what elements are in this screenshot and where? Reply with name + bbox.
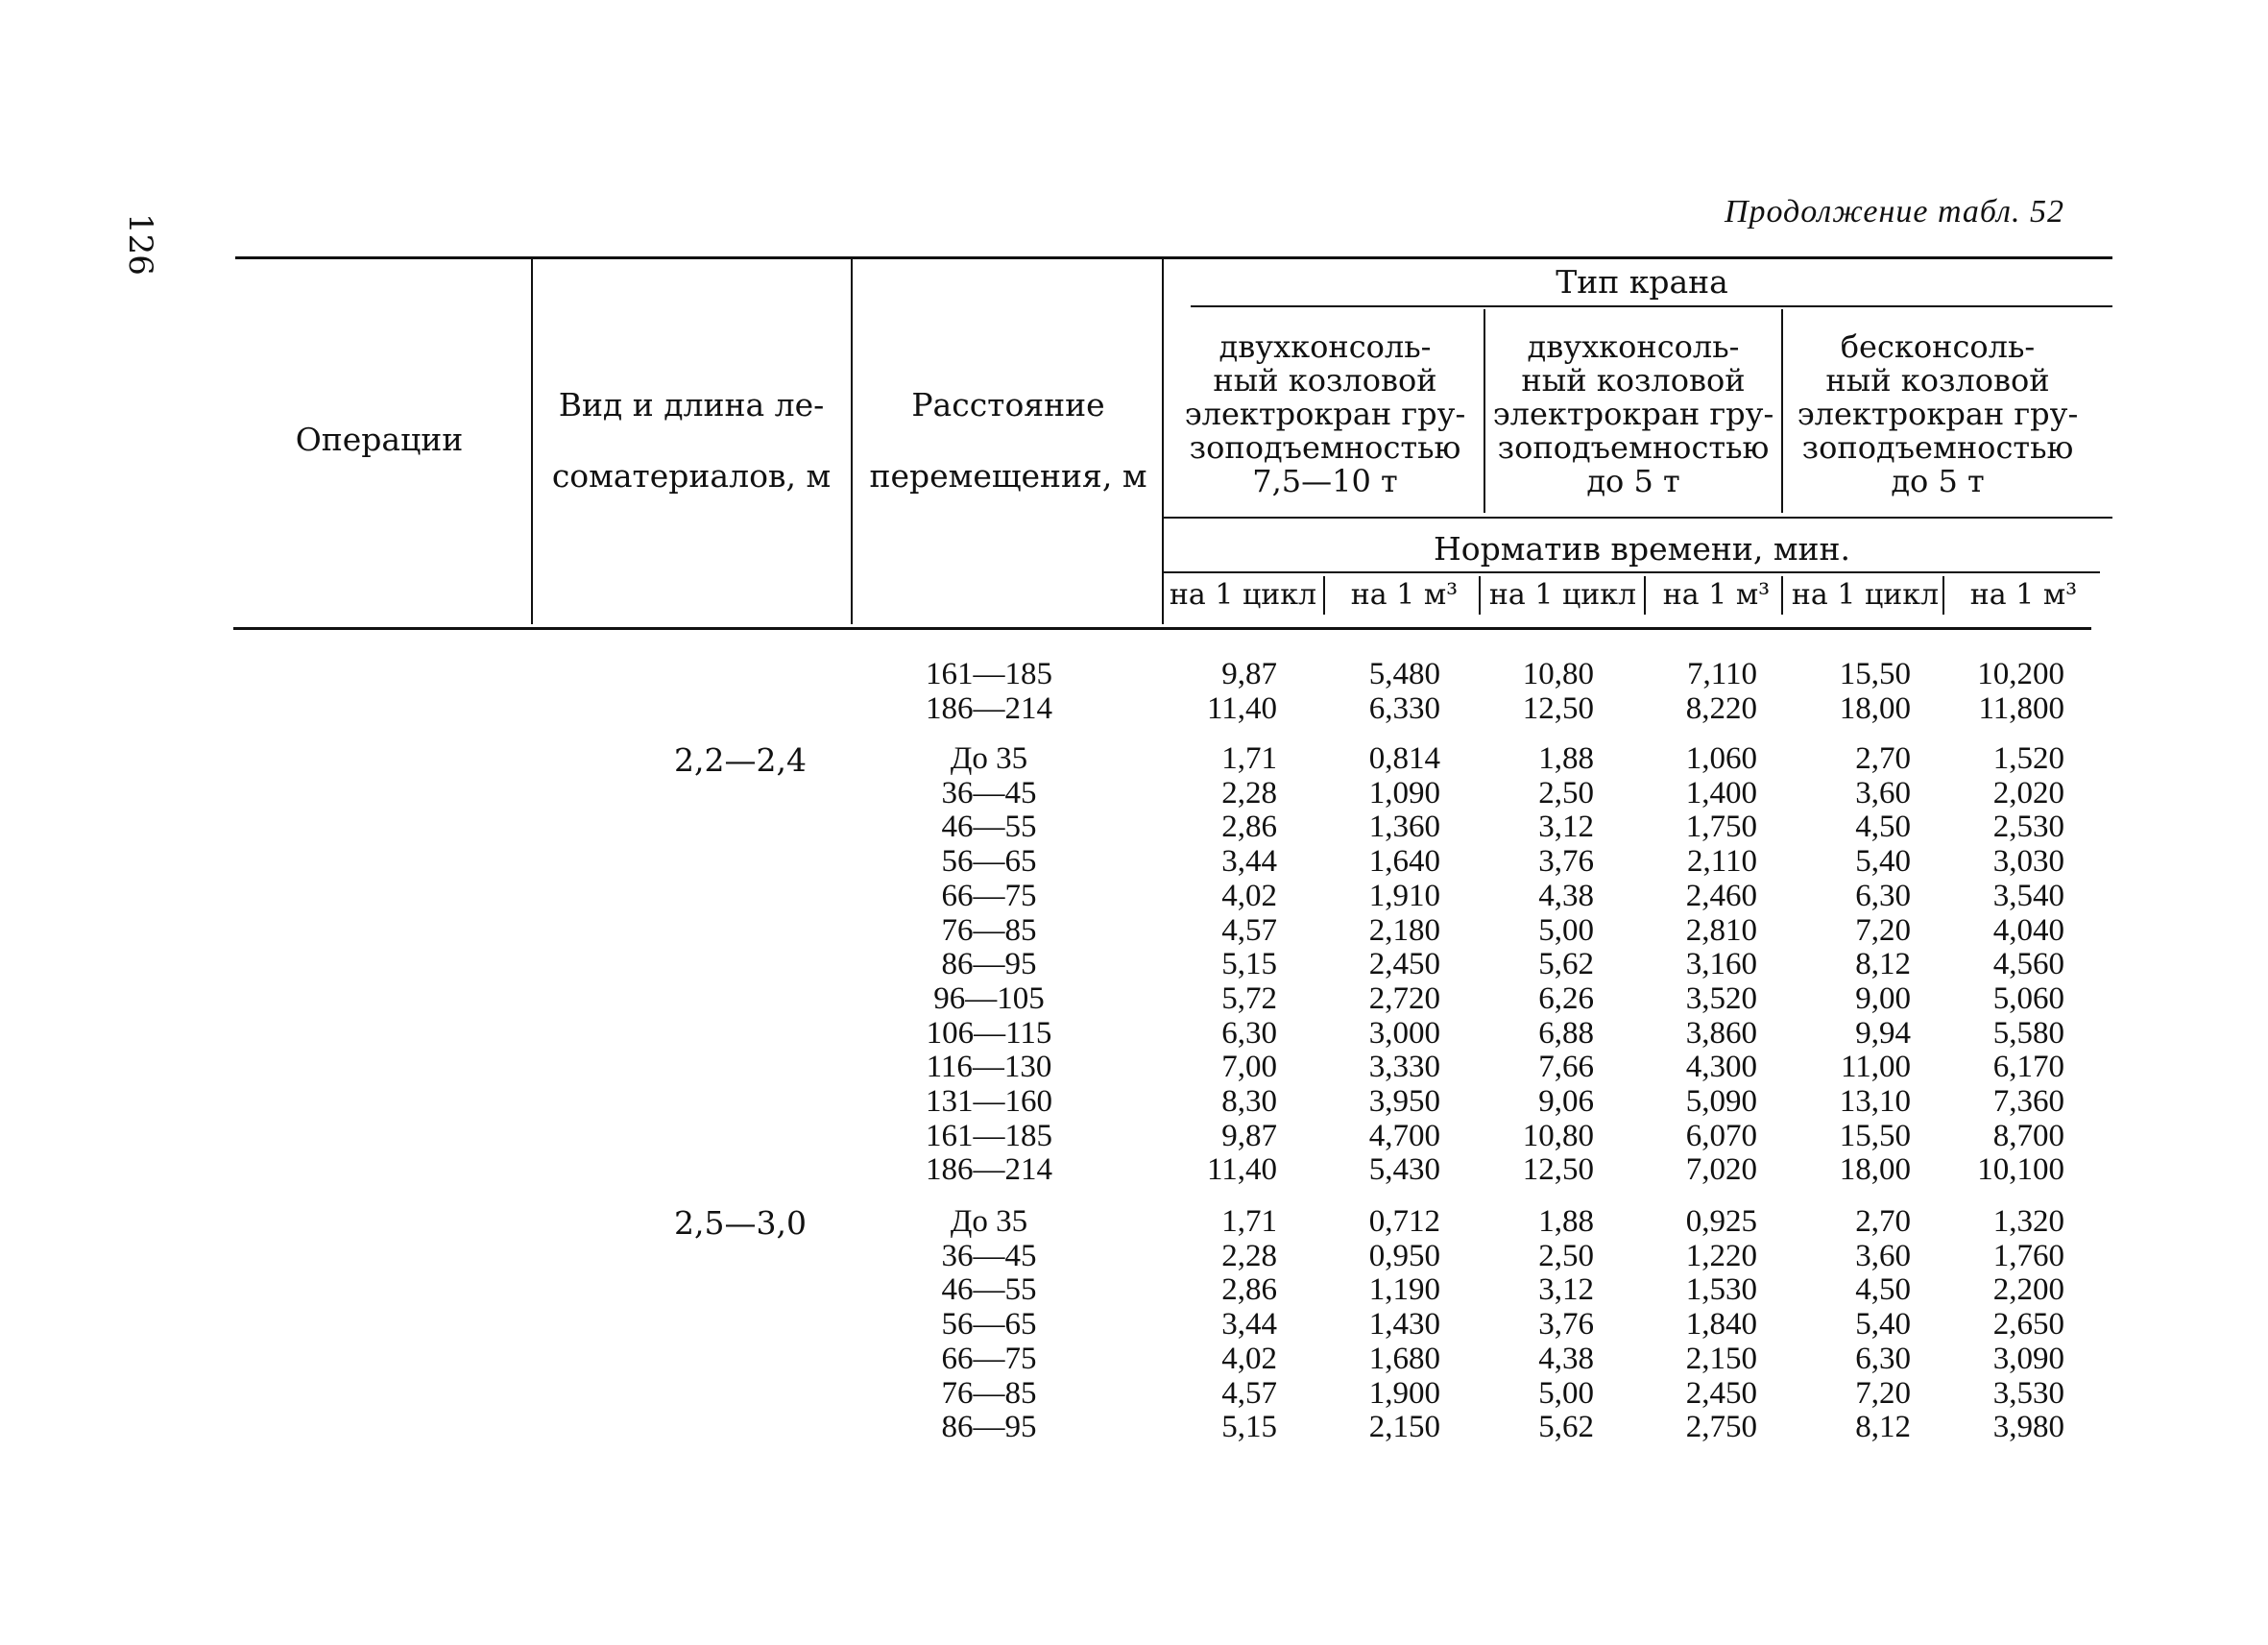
crane1-cycle-cell: 9,87 (1221, 657, 1277, 691)
crane-2-line-3: электрокран гру- (1492, 396, 1774, 432)
crane3-cycle-cell: 2,70 (1855, 741, 1911, 776)
crane1-cycle-cell: 4,02 (1221, 1341, 1277, 1376)
distance-cell: 86—95 (941, 1410, 1037, 1445)
crane1-m3-cell: 2,180 (1368, 912, 1440, 948)
table-row (0, 1272, 2268, 1307)
header-operations: Операции (295, 421, 464, 458)
crane3-cycle-cell: 8,12 (1855, 1410, 1911, 1445)
header-distance-line1: Расстояние (911, 386, 1105, 423)
header-time-norm: Норматив времени, мин. (1434, 530, 1850, 568)
crane-1-line-2: ный козловой (1213, 362, 1437, 399)
crane2-m3-cell: 2,110 (1686, 844, 1757, 880)
crane1-m3-cell: 3,950 (1368, 1084, 1440, 1119)
crane3-cycle-cell: 9,94 (1855, 1015, 1911, 1051)
table-row (0, 981, 2268, 1016)
unit-crane2-cycle: на 1 цикл (1488, 578, 1637, 612)
header-type-length-line2: соматериалов, м (551, 457, 832, 495)
crane2-cycle-cell: 10,80 (1522, 1118, 1594, 1153)
crane2-m3-cell: 1,750 (1685, 810, 1757, 845)
crane1-cycle-cell: 5,72 (1221, 980, 1277, 1016)
header-type-length-line1: Вид и длина ле- (558, 386, 825, 423)
header-crane-type: Тип крана (1556, 263, 1728, 301)
distance-cell: 161—185 (926, 657, 1052, 691)
crane1-m3-cell: 1,190 (1368, 1272, 1440, 1308)
crane2-cycle-cell: 6,26 (1538, 980, 1594, 1016)
crane3-m3-cell: 5,580 (1992, 1015, 2064, 1051)
crane-3-line-5: до 5 т (1891, 463, 1985, 499)
table-row (0, 1050, 2268, 1084)
crane2-cycle-cell: 5,62 (1538, 1410, 1594, 1445)
crane-2-line-2: ный козловой (1521, 362, 1746, 399)
crane-divider-2 (1781, 309, 1783, 513)
crane2-m3-cell: 0,925 (1685, 1204, 1757, 1239)
crane3-cycle-cell: 11,00 (1840, 1050, 1911, 1085)
crane2-cycle-cell: 5,00 (1538, 1375, 1594, 1411)
crane2-m3-cell: 8,220 (1685, 690, 1757, 726)
crane2-m3-cell: 1,840 (1685, 1307, 1757, 1343)
distance-cell: 106—115 (926, 1015, 1052, 1051)
table-row (0, 1119, 2268, 1153)
crane3-cycle-cell: 3,60 (1855, 775, 1911, 810)
crane1-m3-cell: 5,480 (1368, 657, 1440, 691)
crane1-cycle-cell: 6,30 (1221, 1015, 1277, 1051)
crane3-m3-cell: 11,800 (1978, 690, 2064, 726)
crane3-m3-cell: 1,520 (1992, 741, 2064, 776)
unit-crane1-m3: на 1 м³ (1350, 578, 1459, 612)
crane3-m3-cell: 1,760 (1992, 1238, 2064, 1273)
crane-3-line-2: ный козловой (1825, 362, 2050, 399)
crane-3-line-3: электрокран гру- (1797, 396, 2079, 432)
crane2-cycle-cell: 12,50 (1522, 690, 1594, 726)
crane1-m3-cell: 2,720 (1368, 980, 1440, 1016)
crane-3-line-1: бесконсоль- (1840, 328, 2036, 365)
crane1-m3-cell: 1,900 (1368, 1375, 1440, 1411)
crane1-m3-cell: 2,150 (1368, 1410, 1440, 1445)
crane1-cycle-cell: 1,71 (1221, 741, 1277, 776)
crane1-cycle-cell: 5,15 (1221, 947, 1277, 982)
distance-cell: 96—105 (933, 980, 1045, 1016)
crane2-cycle-cell: 2,50 (1538, 1238, 1594, 1273)
table-row (0, 1376, 2268, 1411)
crane1-m3-cell: 1,430 (1368, 1307, 1440, 1343)
distance-cell: 56—65 (941, 844, 1037, 880)
crane3-m3-cell: 3,090 (1992, 1341, 2064, 1376)
table-row (0, 1342, 2268, 1376)
crane2-m3-cell: 2,750 (1685, 1410, 1757, 1445)
crane1-cycle-cell: 2,28 (1221, 775, 1277, 810)
crane1-cycle-cell: 3,44 (1221, 1307, 1277, 1343)
crane1-cycle-cell: 4,02 (1221, 878, 1277, 913)
crane3-m3-cell: 2,650 (1992, 1307, 2064, 1343)
crane1-cycle-cell: 7,00 (1221, 1050, 1277, 1085)
crane2-cycle-cell: 6,88 (1538, 1015, 1594, 1051)
crane2-cycle-cell: 12,50 (1522, 1152, 1594, 1188)
crane2-cycle-cell: 2,50 (1538, 775, 1594, 810)
crane3-cycle-cell: 7,20 (1855, 912, 1911, 948)
table-row (0, 776, 2268, 810)
crane1-cycle-cell: 11,40 (1206, 690, 1277, 726)
distance-cell: До 35 (950, 1204, 1028, 1239)
distance-cell: 116—130 (926, 1050, 1052, 1085)
crane2-m3-cell: 1,060 (1685, 741, 1757, 776)
crane2-m3-cell: 1,530 (1685, 1272, 1757, 1308)
crane-1-line-3: электрокран гру- (1184, 396, 1466, 432)
table-row (0, 810, 2268, 844)
crane1-m3-cell: 1,640 (1368, 844, 1440, 880)
crane3-m3-cell: 2,200 (1992, 1272, 2064, 1308)
unit-crane3-cycle: на 1 цикл (1791, 578, 1940, 612)
group-label-length: 2,5—3,0 (674, 1204, 807, 1242)
crane3-cycle-cell: 8,12 (1855, 947, 1911, 982)
header-crane-3 (1784, 330, 2091, 498)
table-row (0, 879, 2268, 913)
crane3-m3-cell: 2,020 (1992, 775, 2064, 810)
crane1-cycle-cell: 2,86 (1221, 810, 1277, 845)
crane3-cycle-cell: 4,50 (1855, 1272, 1911, 1308)
crane2-m3-cell: 2,810 (1685, 912, 1757, 948)
header-crane-1 (1167, 330, 1484, 498)
distance-cell: 36—45 (941, 1238, 1037, 1273)
crane3-cycle-cell: 6,30 (1855, 878, 1911, 913)
distance-cell: 186—214 (926, 690, 1052, 726)
distance-cell: 66—75 (941, 878, 1037, 913)
header-crane-2 (1486, 330, 1780, 498)
col-divider-1 (531, 259, 533, 624)
distance-cell: 131—160 (926, 1084, 1052, 1119)
crane3-cycle-cell: 15,50 (1839, 657, 1911, 691)
crane-names-rule (1164, 517, 2112, 519)
crane2-cycle-cell: 4,38 (1538, 1341, 1594, 1376)
crane3-m3-cell: 7,360 (1992, 1084, 2064, 1119)
crane1-cycle-cell: 9,87 (1221, 1118, 1277, 1153)
distance-cell: 66—75 (941, 1341, 1037, 1376)
crane2-cycle-cell: 3,76 (1538, 844, 1594, 880)
crane1-m3-cell: 4,700 (1368, 1118, 1440, 1153)
crane1-m3-cell: 5,430 (1368, 1152, 1440, 1188)
header-distance-line2: перемещения, м (869, 457, 1147, 495)
crane1-cycle-cell: 11,40 (1206, 1152, 1277, 1188)
crane-1-line-5: 7,5—10 т (1252, 463, 1398, 499)
distance-cell: 76—85 (941, 912, 1037, 948)
crane-type-rule (1191, 305, 2112, 307)
crane2-m3-cell: 3,160 (1685, 947, 1757, 982)
crane3-m3-cell: 3,980 (1992, 1410, 2064, 1445)
crane-2-line-5: до 5 т (1586, 463, 1680, 499)
crane-divider-1 (1484, 309, 1485, 513)
table-row (0, 1307, 2268, 1342)
crane1-cycle-cell: 2,86 (1221, 1272, 1277, 1308)
crane3-m3-cell: 6,170 (1992, 1050, 2064, 1085)
distance-cell: До 35 (950, 741, 1028, 776)
crane1-m3-cell: 1,360 (1368, 810, 1440, 845)
table-row (0, 1016, 2268, 1051)
crane3-cycle-cell: 2,70 (1855, 1204, 1911, 1239)
unit-crane2-m3: на 1 м³ (1662, 578, 1771, 612)
distance-cell: 46—55 (941, 810, 1037, 845)
crane-3-line-4: зоподъемностью (1801, 429, 2074, 466)
crane2-m3-cell: 1,400 (1685, 775, 1757, 810)
distance-cell: 36—45 (941, 775, 1037, 810)
crane-2-line-4: зоподъемностью (1497, 429, 1770, 466)
crane2-cycle-cell: 10,80 (1522, 657, 1594, 691)
distance-cell: 86—95 (941, 947, 1037, 982)
crane1-cycle-cell: 4,57 (1221, 912, 1277, 948)
table-row (0, 1084, 2268, 1119)
distance-cell: 46—55 (941, 1272, 1037, 1308)
crane3-cycle-cell: 4,50 (1855, 810, 1911, 845)
crane3-m3-cell: 4,560 (1992, 947, 2064, 982)
time-norm-rule (1164, 571, 2100, 573)
col-divider-3 (1162, 259, 1164, 624)
table-row (0, 1410, 2268, 1444)
crane-2-line-1: двухконсоль- (1527, 328, 1740, 365)
unit-crane1-cycle: на 1 цикл (1169, 578, 1317, 612)
crane1-m3-cell: 3,000 (1368, 1015, 1440, 1051)
crane3-m3-cell: 3,530 (1992, 1375, 2064, 1411)
crane1-m3-cell: 1,090 (1368, 775, 1440, 810)
distance-cell: 56—65 (941, 1307, 1037, 1343)
crane3-m3-cell: 3,540 (1992, 878, 2064, 913)
crane1-m3-cell: 1,680 (1368, 1341, 1440, 1376)
crane3-m3-cell: 4,040 (1992, 912, 2064, 948)
table-row (0, 913, 2268, 948)
crane1-m3-cell: 3,330 (1368, 1050, 1440, 1085)
crane2-m3-cell: 4,300 (1685, 1050, 1757, 1085)
crane3-m3-cell: 3,030 (1992, 844, 2064, 880)
crane-1-line-1: двухконсоль- (1218, 328, 1432, 365)
crane2-m3-cell: 5,090 (1685, 1084, 1757, 1119)
crane2-cycle-cell: 3,76 (1538, 1307, 1594, 1343)
crane2-m3-cell: 6,070 (1685, 1118, 1757, 1153)
crane3-cycle-cell: 9,00 (1855, 980, 1911, 1016)
col-divider-2 (851, 259, 853, 624)
distance-cell: 161—185 (926, 1118, 1052, 1153)
crane3-cycle-cell: 3,60 (1855, 1238, 1911, 1273)
table-row (0, 1239, 2268, 1273)
crane2-m3-cell: 2,150 (1685, 1341, 1757, 1376)
table-row (0, 947, 2268, 981)
distance-cell: 76—85 (941, 1375, 1037, 1411)
crane3-m3-cell: 10,100 (1977, 1152, 2064, 1188)
table-continuation-title: Продолжение табл. 52 (1724, 194, 2064, 230)
distance-cell: 186—214 (926, 1152, 1052, 1188)
crane3-cycle-cell: 18,00 (1839, 1152, 1911, 1188)
crane3-cycle-cell: 5,40 (1855, 844, 1911, 880)
crane1-cycle-cell: 4,57 (1221, 1375, 1277, 1411)
table-row (0, 691, 2268, 726)
crane2-cycle-cell: 9,06 (1538, 1084, 1594, 1119)
table-row (0, 844, 2268, 879)
crane3-m3-cell: 5,060 (1992, 980, 2064, 1016)
crane2-cycle-cell: 3,12 (1538, 810, 1594, 845)
crane3-cycle-cell: 15,50 (1839, 1118, 1911, 1153)
crane1-m3-cell: 2,450 (1368, 947, 1440, 982)
crane1-m3-cell: 0,712 (1368, 1204, 1440, 1239)
crane1-m3-cell: 0,814 (1368, 741, 1440, 776)
crane1-cycle-cell: 8,30 (1221, 1084, 1277, 1119)
table-row (0, 1152, 2268, 1187)
crane3-cycle-cell: 5,40 (1855, 1307, 1911, 1343)
crane2-cycle-cell: 7,66 (1538, 1050, 1594, 1085)
crane3-cycle-cell: 6,30 (1855, 1341, 1911, 1376)
page-number: 126 (121, 213, 159, 276)
crane1-m3-cell: 1,910 (1368, 878, 1440, 913)
crane1-cycle-cell: 1,71 (1221, 1204, 1277, 1239)
crane2-cycle-cell: 3,12 (1538, 1272, 1594, 1308)
crane1-cycle-cell: 3,44 (1221, 844, 1277, 880)
crane1-m3-cell: 0,950 (1368, 1238, 1440, 1273)
crane1-cycle-cell: 2,28 (1221, 1238, 1277, 1273)
header-bottom-rule (233, 627, 2091, 630)
crane2-m3-cell: 7,020 (1685, 1152, 1757, 1188)
crane2-cycle-cell: 4,38 (1538, 878, 1594, 913)
table-row (0, 741, 2268, 776)
crane2-m3-cell: 3,520 (1685, 980, 1757, 1016)
crane3-m3-cell: 10,200 (1977, 657, 2064, 691)
crane2-m3-cell: 1,220 (1685, 1238, 1757, 1273)
crane3-m3-cell: 8,700 (1992, 1118, 2064, 1153)
table-top-rule (235, 256, 2112, 259)
crane3-cycle-cell: 7,20 (1855, 1375, 1911, 1411)
crane-1-line-4: зоподъемностью (1189, 429, 1461, 466)
crane2-cycle-cell: 5,62 (1538, 947, 1594, 982)
table-row (0, 1204, 2268, 1239)
crane2-cycle-cell: 1,88 (1538, 741, 1594, 776)
crane3-cycle-cell: 18,00 (1839, 690, 1911, 726)
group-label-length: 2,2—2,4 (674, 741, 807, 779)
crane1-cycle-cell: 5,15 (1221, 1410, 1277, 1445)
crane2-cycle-cell: 1,88 (1538, 1204, 1594, 1239)
crane3-m3-cell: 2,530 (1992, 810, 2064, 845)
crane2-m3-cell: 2,450 (1685, 1375, 1757, 1411)
crane3-cycle-cell: 13,10 (1839, 1084, 1911, 1119)
crane2-m3-cell: 7,110 (1686, 657, 1757, 691)
crane2-cycle-cell: 5,00 (1538, 912, 1594, 948)
table-row (0, 657, 2268, 691)
crane1-m3-cell: 6,330 (1368, 690, 1440, 726)
crane2-m3-cell: 3,860 (1685, 1015, 1757, 1051)
crane2-m3-cell: 2,460 (1685, 878, 1757, 913)
unit-crane3-m3: на 1 м³ (1969, 578, 2078, 612)
crane3-m3-cell: 1,320 (1992, 1204, 2064, 1239)
